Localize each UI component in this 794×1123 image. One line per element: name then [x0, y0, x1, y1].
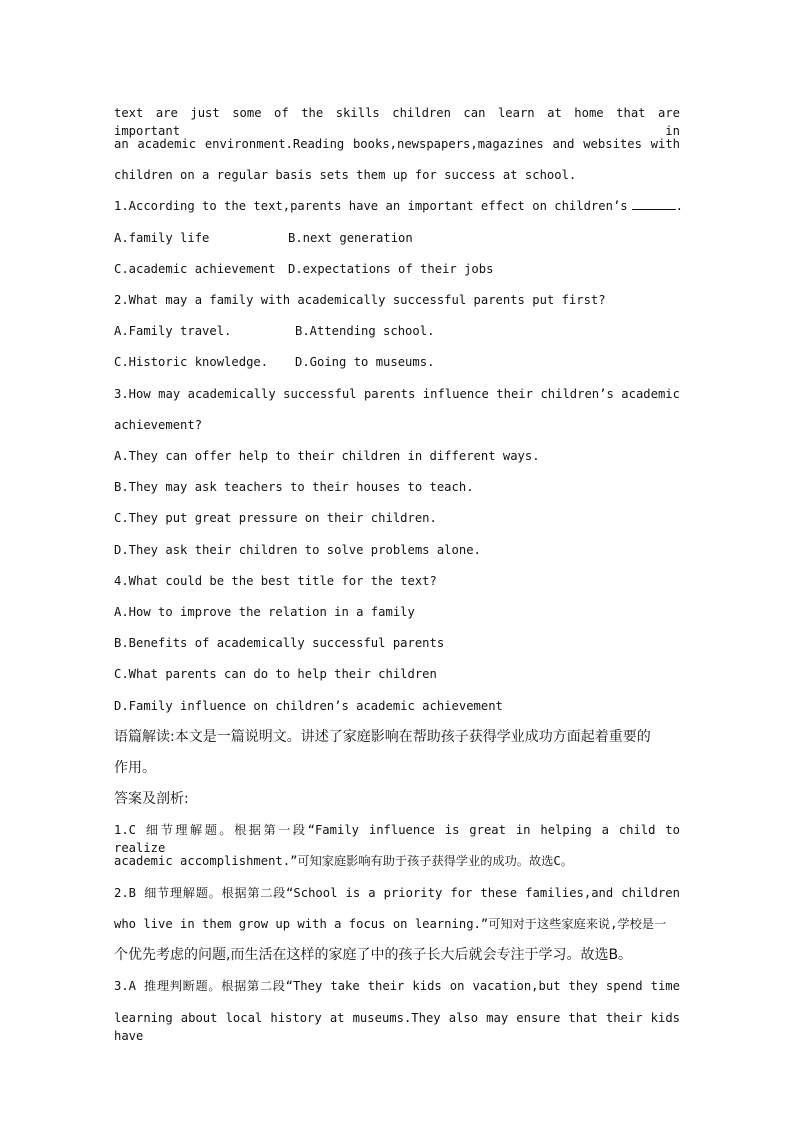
option-a: A.family life	[114, 231, 210, 245]
option-d: D.They ask their children to solve problems alone.	[114, 543, 481, 557]
option-a: A.How to improve the relation in a family	[114, 605, 415, 619]
answer-3-cont: learning about local history at museums.They also may ensure that their kids have	[114, 1011, 680, 1043]
option-b: B.Benefits of academically successful parents	[114, 636, 445, 650]
option-d: D.Going to museums.	[295, 355, 435, 369]
passage-line: children on a regular basis sets them up for success at school.	[114, 168, 577, 182]
answer-2-cont: who live in them grow up with a focus on learning.”可知对于这些家庭来说,学校是一	[114, 917, 667, 931]
question-4-stem: 4.What could be the best title for the text?	[114, 574, 437, 588]
question-1-options-row	[114, 229, 680, 247]
question-2-options-row	[114, 322, 680, 340]
option-b: B.Attending school.	[295, 324, 435, 338]
reading-analysis: 语篇解读:本文是一篇说明文。讲述了家庭影响在帮助孩子获得学业成功方面起着重要的	[114, 729, 651, 745]
answer-heading: 答案及剖析:	[114, 791, 189, 807]
answer-1: 1.C 细节理解题。根据第一段“Family influence is great in helping a child to realize	[114, 823, 680, 855]
answer-3: 3.A 推理判断题。根据第二段“They take their kids on vacation,but they spend time	[114, 979, 680, 993]
option-a: A.Family travel.	[114, 324, 232, 338]
answer-2: 2.B 细节理解题。根据第二段“School is a priority for these families,and children	[114, 886, 680, 900]
question-3-stem: 3.How may academically successful parents influence their children’s academic	[114, 387, 680, 401]
option-c: C.Historic knowledge.	[114, 355, 269, 369]
option-d: D.Family influence on children’s academic achievement	[114, 699, 503, 713]
passage-line: an academic environment.Reading books,newspapers,magazines and websites with	[114, 137, 680, 151]
question-1-stem: 1.According to the text,parents have an important effect on children’s .	[114, 199, 683, 213]
option-b: B.They may ask teachers to their houses to teach.	[114, 480, 474, 494]
question-2-options-row	[114, 353, 680, 371]
option-c: C.What parents can do to help their children	[114, 667, 437, 681]
option-c: C.They put great pressure on their children.	[114, 511, 437, 525]
answer-blank	[632, 197, 676, 210]
passage-line: text are just some of the skills children can learn at home that are important in	[114, 106, 680, 138]
question-1-options-row	[114, 260, 680, 278]
answer-1-cont: academic accomplishment.”可知家庭影响有助于孩子获得学业的成功。故选C。	[114, 854, 573, 868]
question-2-stem: 2.What may a family with academically successful parents put first?	[114, 293, 606, 307]
option-b: B.next generation	[288, 231, 413, 245]
question-3-stem-cont: achievement?	[114, 418, 203, 432]
answer-2-cont: 个优先考虑的问题,而生活在这样的家庭了中的孩子长大后就会专注于学习。故选B。	[114, 947, 633, 963]
option-a: A.They can offer help to their children in different ways.	[114, 449, 540, 463]
option-d: D.expectations of their jobs	[288, 262, 494, 276]
reading-analysis-cont: 作用。	[114, 760, 156, 776]
option-c: C.academic achievement	[114, 262, 276, 276]
